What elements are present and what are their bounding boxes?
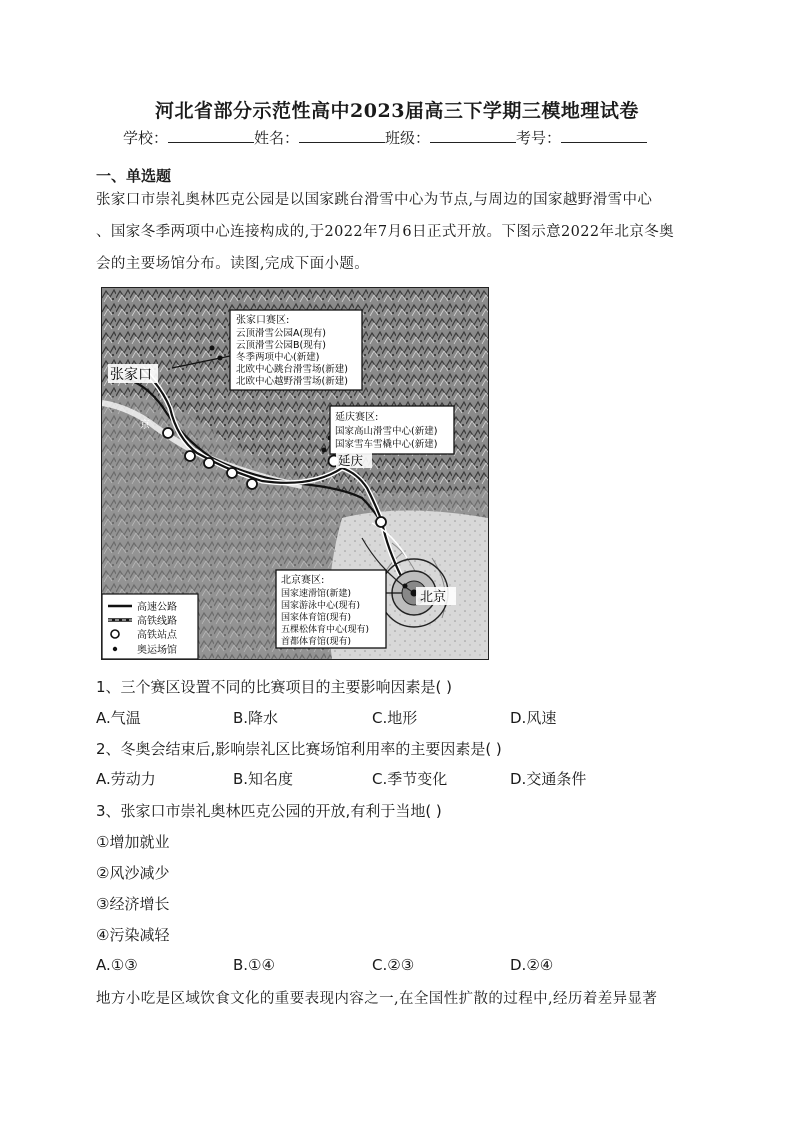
- legend-venue-label: 奥运场馆: [137, 645, 177, 656]
- class-blank[interactable]: [430, 128, 516, 143]
- map-figure: [102, 288, 488, 659]
- q3-option-a[interactable]: A.①③: [96, 956, 138, 974]
- beijing-zone-title: 北京赛区:: [281, 575, 325, 586]
- q3-statement: ③经济增长: [96, 895, 170, 913]
- venue-label: 国家体育馆(现有): [281, 613, 352, 623]
- q1-option-a[interactable]: A.气温: [96, 709, 141, 727]
- venue-dot: [403, 584, 408, 589]
- venue-dot: [210, 346, 215, 351]
- q1-option-c[interactable]: C.地形: [372, 709, 418, 727]
- yanqing-zone-box: [330, 406, 454, 454]
- venue-label: 北欧中心跳台滑雪场(新建): [236, 364, 348, 375]
- rail-station: [163, 428, 173, 438]
- q2-option-b[interactable]: B.知名度: [233, 770, 294, 788]
- question-2-stem: 2、冬奥会结束后,影响崇礼区比赛场馆利用率的主要因素是( ): [96, 740, 502, 758]
- venue-label: 云顶滑雪公园B(现有): [236, 340, 326, 351]
- zhangjiakou-zone-title: 张家口赛区:: [236, 315, 290, 326]
- exam-number-blank[interactable]: [561, 128, 647, 143]
- q3-option-b[interactable]: B.①④: [233, 956, 275, 974]
- zhangjiakou-zone-box: [230, 310, 362, 390]
- school-blank[interactable]: [168, 128, 254, 143]
- venue-dot: [322, 448, 327, 453]
- question-3-stem: 3、张家口市崇礼奥林匹克公园的开放,有利于当地( ): [96, 802, 442, 820]
- city-label-beijing: 北京: [420, 590, 447, 605]
- section-heading: 一、单选题: [96, 167, 172, 185]
- venue-label: 首都体育馆(现有): [281, 637, 352, 647]
- map-legend: [102, 594, 198, 659]
- q3-statement: ④污染减轻: [96, 926, 170, 944]
- name-blank[interactable]: [299, 128, 385, 143]
- rail-label: 京: [140, 420, 150, 431]
- q1-option-d[interactable]: D.风速: [510, 709, 557, 727]
- venue-label: 国家雪车雪橇中心(新建): [335, 439, 438, 450]
- legend-station-label: 高铁站点: [137, 630, 177, 641]
- olympic-venues-map: [101, 287, 489, 660]
- yanqing-zone-title: 延庆赛区:: [335, 412, 379, 423]
- intro-paragraph: [96, 184, 702, 280]
- rail-station: [376, 517, 386, 527]
- exam-number-label: 考号：: [516, 129, 562, 147]
- school-label: 学校：: [123, 129, 169, 147]
- rail-station: [227, 468, 237, 478]
- intro-line: 会的主要场馆分布。读图,完成下面小题。: [96, 256, 370, 272]
- legend-venue-symbol: [113, 647, 117, 651]
- student-info-row: [123, 127, 647, 148]
- class-label: 班级：: [385, 129, 431, 147]
- legend-rail-label: 高铁线路: [137, 616, 177, 627]
- venue-label: 北欧中心越野滑雪场(新建): [236, 376, 348, 387]
- exam-title: 河北省部分示范性高中2023届高三下学期三模地理试卷: [155, 100, 639, 122]
- q2-option-a[interactable]: A.劳动力: [96, 770, 156, 788]
- venue-label: 五棵松体育中心(现有): [281, 625, 370, 635]
- intro-line: 张家口市崇礼奥林匹克公园是以国家跳台滑雪中心为节点,与周边的国家越野滑雪中心: [96, 192, 653, 208]
- question-1-stem: 1、三个赛区设置不同的比赛项目的主要影响因素是( ): [96, 678, 453, 696]
- rail-station: [247, 479, 257, 489]
- legend-station-symbol: [111, 630, 119, 638]
- rail-station: [204, 458, 214, 468]
- venue-label: 冬季两项中心(新建): [236, 352, 320, 363]
- q1-option-b[interactable]: B.降水: [233, 709, 279, 727]
- city-label-zhangjiakou: 张家口: [110, 367, 152, 383]
- q3-statement: ②风沙减少: [96, 864, 170, 882]
- venue-label: 国家游泳中心(现有): [281, 601, 361, 611]
- beijing-zone-box: [276, 570, 386, 648]
- q2-option-c[interactable]: C.季节变化: [372, 770, 448, 788]
- next-passage-line: 地方小吃是区域饮食文化的重要表现内容之一,在全国性扩散的过程中,经历着差异显著: [96, 991, 658, 1007]
- intro-line: 、国家冬季两项中心连接构成的,于2022年7月6日正式开放。下图示意2022年北京冬奥: [96, 224, 675, 240]
- q3-option-d[interactable]: D.②④: [510, 956, 554, 974]
- name-label: 姓名：: [254, 129, 300, 147]
- legend-highway-label: 高速公路: [137, 602, 177, 613]
- city-label-yanqing: 延庆: [338, 453, 364, 468]
- venue-label: 云顶滑雪公园A(现有): [236, 328, 326, 339]
- venue-label: 国家高山滑雪中心(新建): [335, 426, 438, 437]
- rail-station: [185, 451, 195, 461]
- venue-label: 国家速滑馆(新建): [281, 589, 352, 599]
- q3-option-c[interactable]: C.②③: [372, 956, 415, 974]
- q2-option-d[interactable]: D.交通条件: [510, 770, 587, 788]
- q3-statement: ①增加就业: [96, 833, 170, 851]
